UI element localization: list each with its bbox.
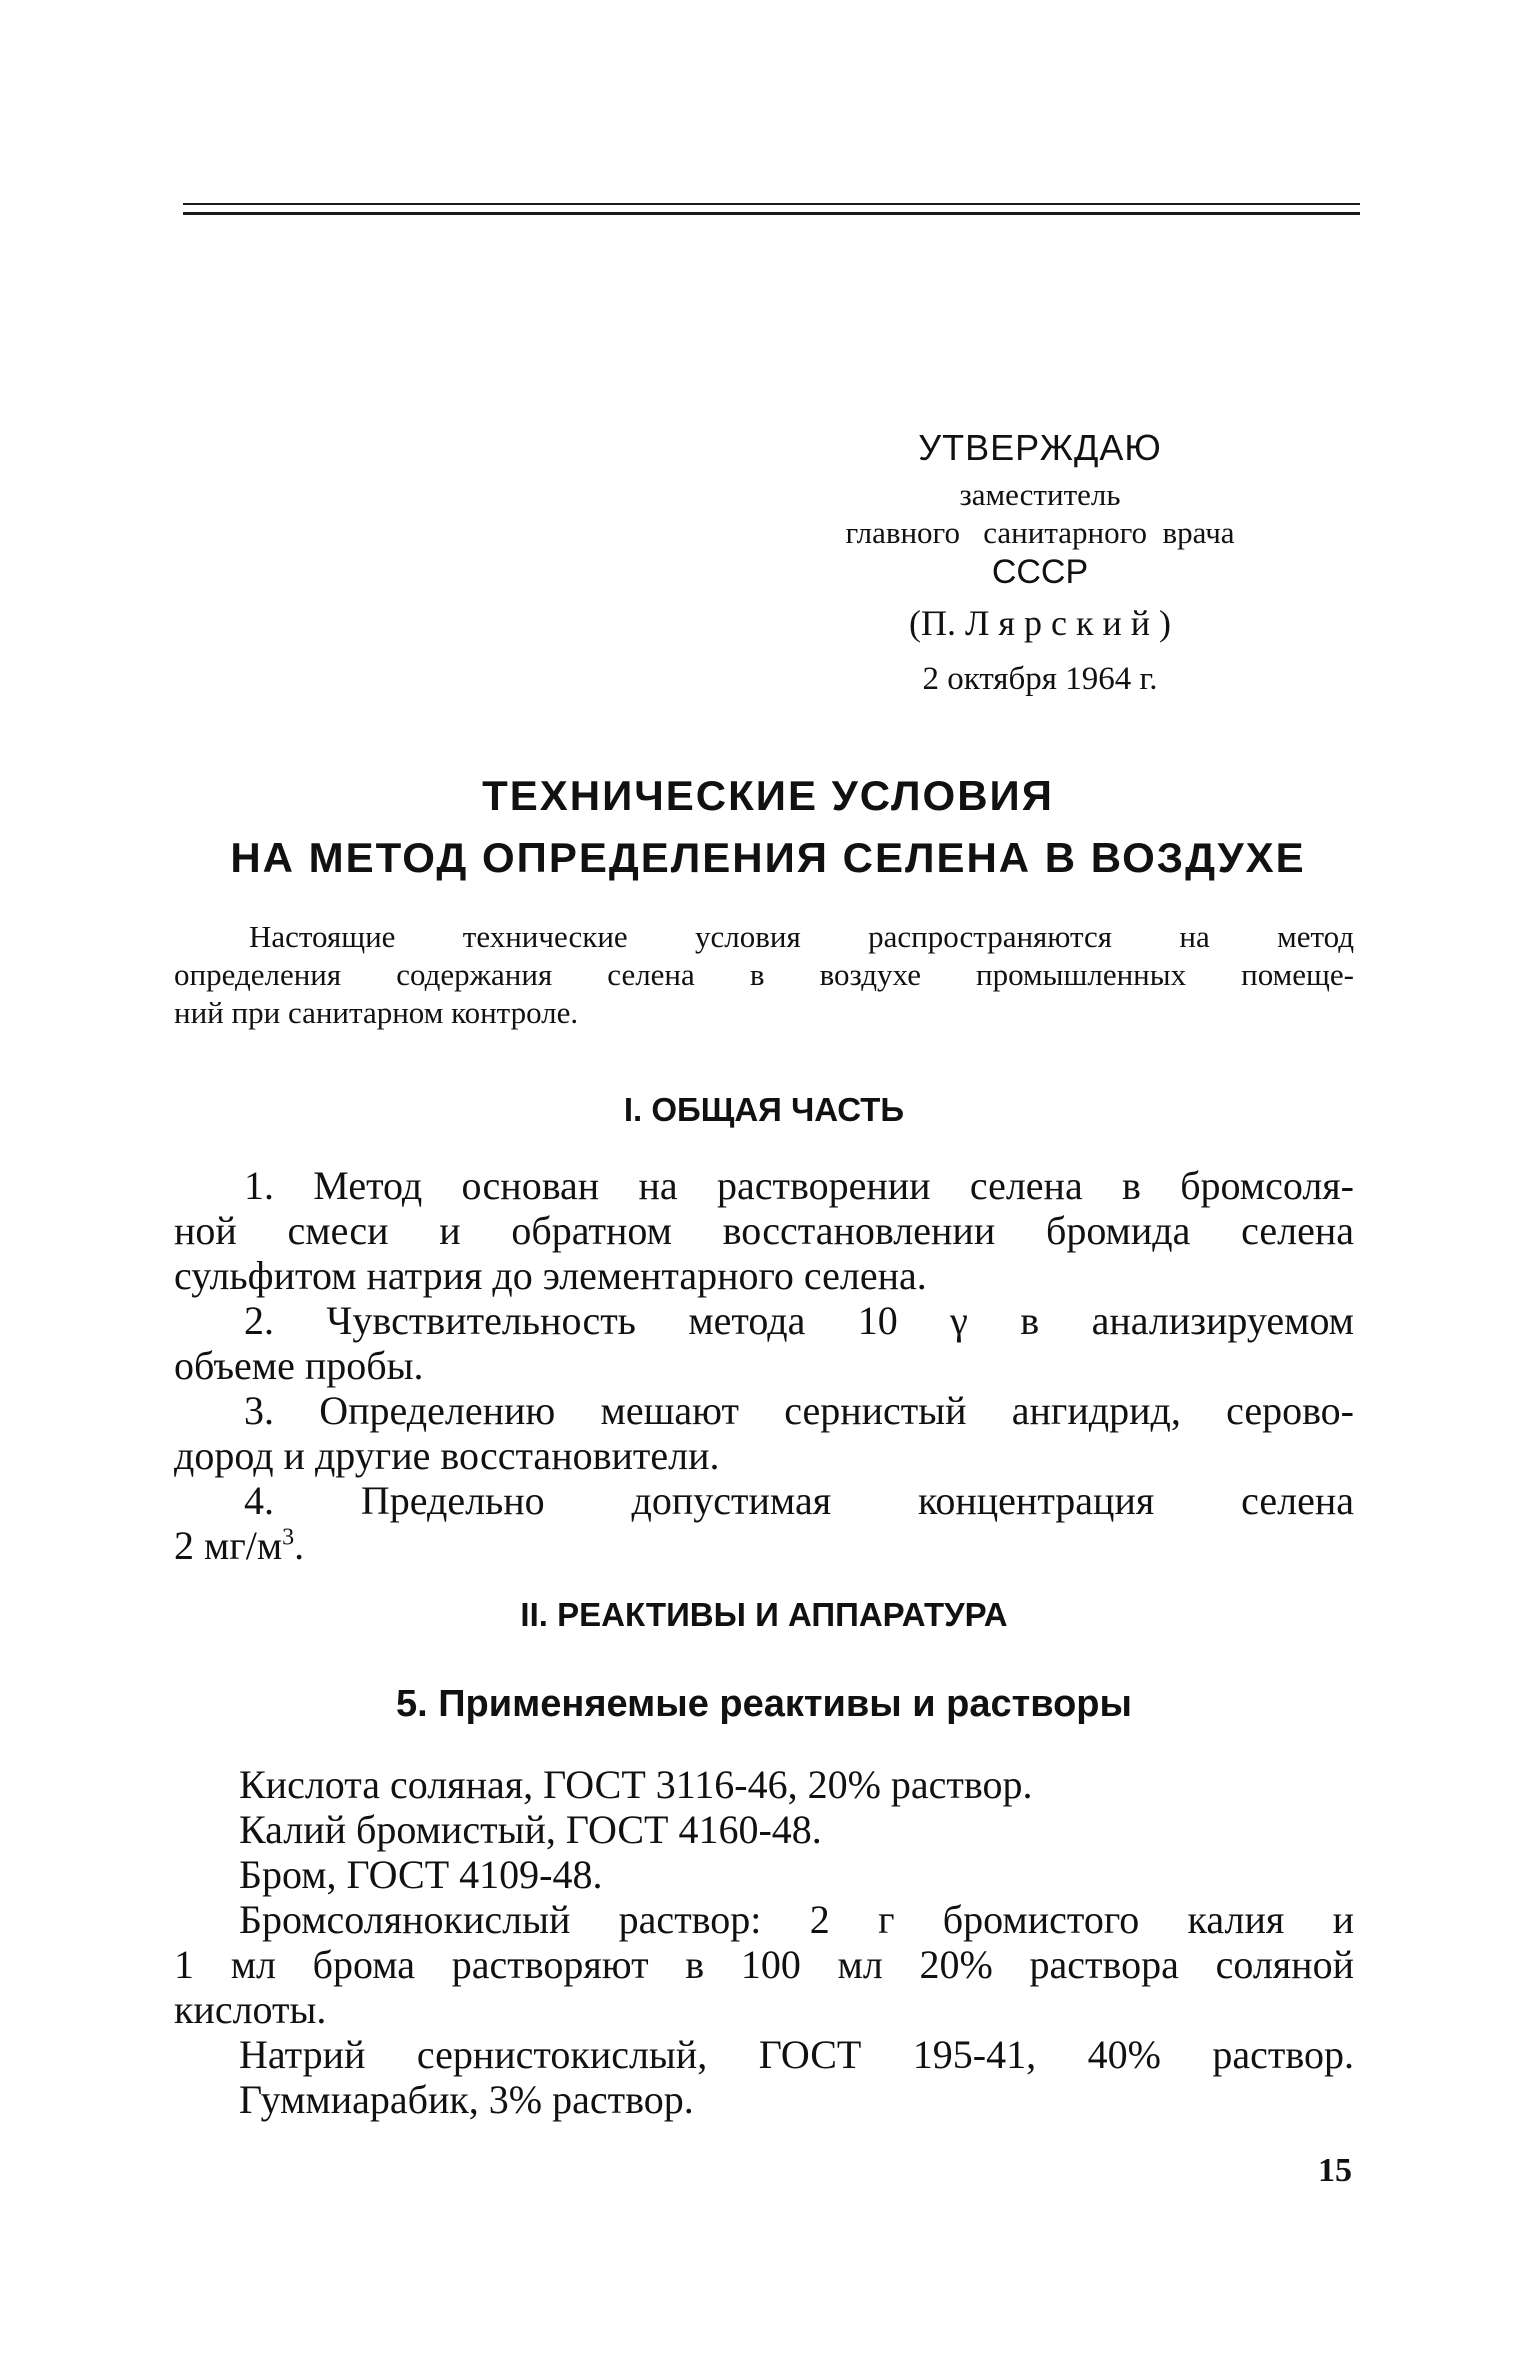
item-4-superscript: 3	[282, 1524, 295, 1551]
document-title	[150, 765, 1386, 889]
reagent-6: Гуммиарабик, 3% раствор.	[239, 2077, 694, 2122]
approval-country: СССР	[991, 553, 1089, 591]
title-line-2: НА МЕТОД ОПРЕДЕЛЕНИЯ СЕЛЕНА В ВОЗДУХЕ	[230, 834, 1306, 881]
reagent-1: Кислота соляная, ГОСТ 3116-46, 20% раствор.	[239, 1762, 1033, 1807]
reagent-4-line-1: Бромсолянокислый раствор: 2 г бромистого калия и	[239, 1897, 1354, 1942]
item-4-value: 2 мг/м	[174, 1523, 283, 1568]
item-1-line-2: ной смеси и обратном восстановлении бромида селена	[174, 1208, 1354, 1253]
page-number: 15	[1318, 2152, 1352, 2189]
top-double-rule	[183, 203, 1360, 217]
rule-line-thin	[183, 203, 1360, 205]
general-section-body	[174, 1163, 1354, 1568]
reagent-4-line-2: 1 мл брома растворяют в 100 мл 20% раствора соляной	[174, 1942, 1354, 1987]
item-3-line-2: дород и другие восстановители.	[174, 1433, 720, 1478]
item-1-line-1: 1. Метод основан на растворении селена в бромсоля-	[244, 1163, 1354, 1208]
reagent-3: Бром, ГОСТ 4109-48.	[239, 1852, 603, 1897]
title-line-1: ТЕХНИЧЕСКИЕ УСЛОВИЯ	[482, 772, 1054, 819]
intro-line-1: Настоящие технические условия распространяются на метод	[249, 919, 1354, 954]
item-4-line-1: 4. Предельно допустимая концентрация селена	[244, 1478, 1354, 1523]
approval-title: УТВЕРЖДАЮ	[918, 427, 1162, 468]
section-heading-general: I. ОБЩАЯ ЧАСТЬ	[623, 1091, 905, 1128]
approval-role-line2: главного санитарного врача	[845, 515, 1235, 550]
approval-role-line1: заместитель	[959, 477, 1121, 512]
reagent-2: Калий бромистый, ГОСТ 4160-48.	[239, 1807, 822, 1852]
approval-name-close: )	[1158, 603, 1171, 643]
approval-name-open: (П.	[909, 603, 965, 643]
item-1-line-3: сульфитом натрия до элементарного селена.	[174, 1253, 927, 1298]
item-4-period: .	[294, 1523, 305, 1568]
item-2-line-2: объеме пробы.	[174, 1343, 424, 1388]
item-3-line-1: 3. Определению мешают сернистый ангидрид, серово-	[244, 1388, 1354, 1433]
item-2-line-1: 2. Чувствительность метода 10 γ в анализируемом	[244, 1298, 1354, 1343]
reagent-4-line-3: кислоты.	[174, 1987, 327, 2032]
section-heading-reagents: II. РЕАКТИВЫ И АППАРАТУРА	[520, 1596, 1008, 1633]
approval-signatory	[760, 592, 1320, 654]
approval-surname: Лярский	[965, 603, 1159, 643]
reagents-list	[174, 1762, 1354, 2122]
intro-line-3: ний при санитарном контроле.	[174, 995, 579, 1030]
subsection-heading-reagents: 5. Применяемые реактивы и растворы	[396, 1683, 1132, 1725]
intro-line-2: определения содержания селена в воздухе промышленных помеще-	[174, 957, 1354, 992]
item-4-line-2	[174, 1523, 1354, 1568]
reagent-5: Натрий сернистокислый, ГОСТ 195-41, 40% раствор.	[239, 2032, 1354, 2077]
approval-date: 2 октября 1964 г.	[922, 661, 1158, 697]
approval-block	[760, 420, 1320, 704]
intro-paragraph	[174, 918, 1354, 1032]
rule-line-thick	[183, 212, 1360, 215]
